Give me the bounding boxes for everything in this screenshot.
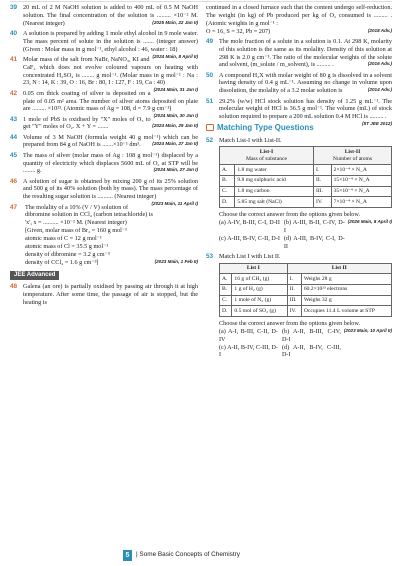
question-51: [206, 97, 392, 127]
question-text: 0.05 cm thick coating of silver is deposited on a plate of 0.05 m² area. The number of silver atoms deposited on plate are ......... ×10²³. (Atomic mass of Ag = 108, d = 7.9 g cm⁻³): [23, 89, 198, 113]
question-48-continued: [206, 4, 392, 36]
table-header: List-I Mass of substance: [220, 147, 314, 165]
chapter-title: | Some Basic Concepts of Chemistry: [136, 551, 240, 558]
question-50: [206, 72, 392, 96]
question-source: (2018 Adv.): [367, 27, 392, 33]
question-source: (2024 Main, 29 Jan II): [152, 123, 198, 129]
question-line: density of CCl₄ = 1.6 g cm⁻³] (2023 Main, 1 Feb II): [25, 258, 198, 266]
page-number: 5: [123, 550, 132, 561]
question-text: O = 16, S = 32, Pb = 207): [206, 27, 271, 35]
table-row: D. 5.85 mg salt (NaCl) IV. 7×10⁻⁴ × N_A: [220, 197, 392, 208]
question-text: Molar mass of the salt from NaBr, NaNO₃, KI and CaF₂ which does not evolve coloured vapours on heating with concentrated H₂SO₄ is ........ g mol⁻¹. (Molar mass in g mol⁻¹ : Na : 23, N : 14, K : 39, O : 16, Br : 80, I : 127, F : 19, Ca : 40): [23, 55, 198, 87]
question-43: [10, 116, 198, 132]
question-source: (2016 Adv.): [367, 61, 392, 67]
question-number: 51: [206, 97, 214, 105]
question-number: 47: [10, 203, 18, 211]
question-number: 50: [206, 71, 214, 79]
option: (a) A-I, B-III, C-II, D-IV: [219, 327, 278, 343]
question-text: A solution is prepared by adding 1 mole ethyl alcohol in 9 mole water. The mass percent of solute in the solution is ....... (integer answer) (Given : Molar mass in g mol⁻¹, ethyl alcohol : 46, water : 18): [23, 29, 198, 53]
table-row: C. 1 mole of N₂ (g) III. Weighs 32 g: [220, 295, 392, 306]
table-row: B. 9.8 mg sulphuric acid II. 15×10⁻⁴ × N_A: [220, 175, 392, 186]
right-column: [206, 4, 392, 362]
question-source: (IIT JEE 2012): [362, 121, 392, 127]
table-row: A. 16 g of CH₄ (g) I. Weighs 28 g: [220, 274, 392, 285]
question-number: 49: [206, 37, 214, 45]
question-text: 29.2% (w/w) HCl stock solution has density of 1.25 g mL⁻¹. The molecular weight of HCl is 36.5 g mol⁻¹. The volume (mL) of stock solution required to prepare a 200 mL solution 0.4 M HCl is ......... .: [219, 97, 392, 121]
question-text: A solution of sugar is obtained by mixing 200 g of its 25% solution and 500 g of its 40% solution (both by mass). The mass percentage of the resulting sugar solution is .......... (Nearest integer): [23, 177, 198, 201]
question-source: (2023 Main, 11 April I): [151, 201, 198, 207]
section-heading: Matching Type Questions: [206, 123, 392, 133]
question-text: Volume of 3 M NaOH (formula weight 40 g mol⁻¹) which can be prepared from 84 g of NaOH is .......×10⁻¹ dm³.: [23, 133, 198, 149]
option: (c) A-II, B-IV, C-III, D-I: [219, 343, 278, 359]
question-49: [206, 38, 392, 70]
checklist-icon: [206, 124, 214, 131]
question-text: 20 mL of 2 M NaOH solution is added to 400 mL of 0.5 M NaOH solution. The final concentration of the solution is ......... ×10⁻² M. (Nearest integer): [23, 4, 198, 27]
option: (a) A-IV, B-III, C-I, D-II: [219, 218, 280, 226]
question-number: 41: [10, 55, 18, 63]
question-number: 39: [10, 4, 18, 11]
question-source: (2024 Main, 30 Jan I): [153, 113, 198, 119]
question-prompt: Choose the correct answer from the options given below. (2023 Main, 10 April II): [219, 319, 392, 333]
question-text: Galena (an ore) is partially oxidised by passing air through it at high temperature. After some time, the passage of air is stopped, but the heating is: [23, 283, 198, 307]
question-source: (2025 Main, 22 Jan II): [152, 19, 198, 25]
question-text: The mole fraction of a solute in a solution is 0.1. At 298 K, molarity of this solution is the same as its molality. Density of this solution at 298 K is 2.0 g cm⁻³. The ratio of the molecular weights of the solute and solvent, (m_solute / m_solvent), is ......... .: [219, 37, 392, 69]
question-source: (2024 Main, 8 April II): [152, 53, 198, 59]
top-rule: [10, 1, 392, 2]
option: (b) A-III, B-II, C-IV, D-I: [283, 218, 345, 234]
question-52: [206, 137, 392, 251]
question-number: 48: [10, 283, 18, 291]
question-prompt: Choose the correct answer from the options given below. (2026 Main, 8 April I): [219, 211, 392, 224]
question-44: [10, 134, 198, 150]
question-number: 42: [10, 89, 18, 97]
table-row: A. 1.8 mg water I. 2×10⁻⁴ × N_A: [220, 165, 392, 176]
question-text: 1 mole of PbS is oxidised by "X" moles of O₃ to get "Y" moles of O₂. X + Y = .......: [23, 115, 151, 131]
option: (d) A-III, B-IV, C-I, D-II: [283, 234, 345, 250]
question-source: (2014 Adv.): [367, 87, 392, 93]
question-number: 43: [10, 115, 18, 123]
question-source: (2024 Main, 31 Jan I): [153, 87, 198, 93]
question-48: [10, 283, 198, 307]
table-row: D. 0.5 mol of SO₂ (g) IV. Occupies 11.4 L volume at STP: [220, 306, 392, 317]
question-text: Match List I with List II.: [219, 252, 281, 260]
answer-options: [219, 219, 345, 251]
question-45: [10, 152, 198, 176]
option: (c) A-III, B-IV, C-II, D-I: [219, 234, 280, 242]
question-line: The molality of a 10% (V / V) solution of: [25, 203, 129, 211]
option: (d) A-II, B-IV, C-III, D-I: [281, 343, 341, 359]
left-column: [10, 4, 198, 309]
question-line: 'x', x = .......... ×10⁻² M. (Nearest integer): [25, 219, 127, 227]
page-footer: [0, 549, 400, 563]
table-header: List-II Number of atoms: [313, 147, 391, 165]
match-table: [219, 146, 392, 208]
question-number: 45: [10, 151, 18, 159]
question-47: [10, 204, 198, 267]
question-number: 44: [10, 133, 18, 141]
question-source: (2024 Main, 27 Jan I): [153, 167, 198, 173]
question-number: 52: [206, 136, 214, 144]
table-header: List I: [220, 263, 288, 274]
question-number: 46: [10, 177, 18, 185]
question-text: A compound H₂X with molar weight of 80 g is dissolved in a solvent having density of 0.4 g mL⁻¹. Assuming no change in volume upon dissolution, the molality of a 3.2 molar solution is: [219, 71, 392, 95]
question-line: atomic mass of C = 12 g mol⁻¹: [25, 235, 102, 242]
question-source: (2023 Main, 1 Feb II): [154, 258, 198, 264]
question-source: (2024 Main, 27 Jan II): [152, 141, 198, 147]
question-39: [10, 4, 198, 28]
question-53: [206, 253, 392, 360]
question-line: dibromine solution in CCl₄ (carbon tetrachloride) is: [25, 211, 153, 219]
question-text: The mass of silver (molar mass of Ag : 108 g mol⁻¹) displaced by a quantity of electricity which displaces 5600 mL of O₂ at STP will be ........ g.: [23, 151, 198, 175]
question-line: [Given, molar mass of Br₂ = 160 g mol⁻¹: [25, 227, 128, 235]
match-table: [219, 263, 392, 317]
table-row: B. 1 g of H₂ (g) II. 60.2×10²³ electrons: [220, 284, 392, 295]
table-row: C. 1.8 mg carbon III. 35×10⁻⁴ × N_A: [220, 186, 392, 197]
answer-options: [219, 328, 341, 360]
table-header: List II: [287, 263, 391, 274]
question-line: density of dibromine = 3.2 g cm⁻³: [25, 250, 110, 258]
question-line: atomic mass of Cl = 35.5 g mol⁻¹: [25, 242, 109, 250]
question-number: 53: [206, 252, 214, 260]
option: (b) A-II, B-III, C-IV, D-I: [281, 327, 341, 343]
section-badge: JEE Advanced: [10, 271, 59, 281]
question-text: Match List-I with List-II.: [219, 136, 282, 144]
question-number: 40: [10, 29, 18, 37]
question-text: continued in a closed furnace such that the content undergo self-reduction. The weight (in kg) of Pb produced per kg of O₂ consumed is ......... . (Atomic weights in g mol⁻¹ :: [206, 4, 392, 27]
